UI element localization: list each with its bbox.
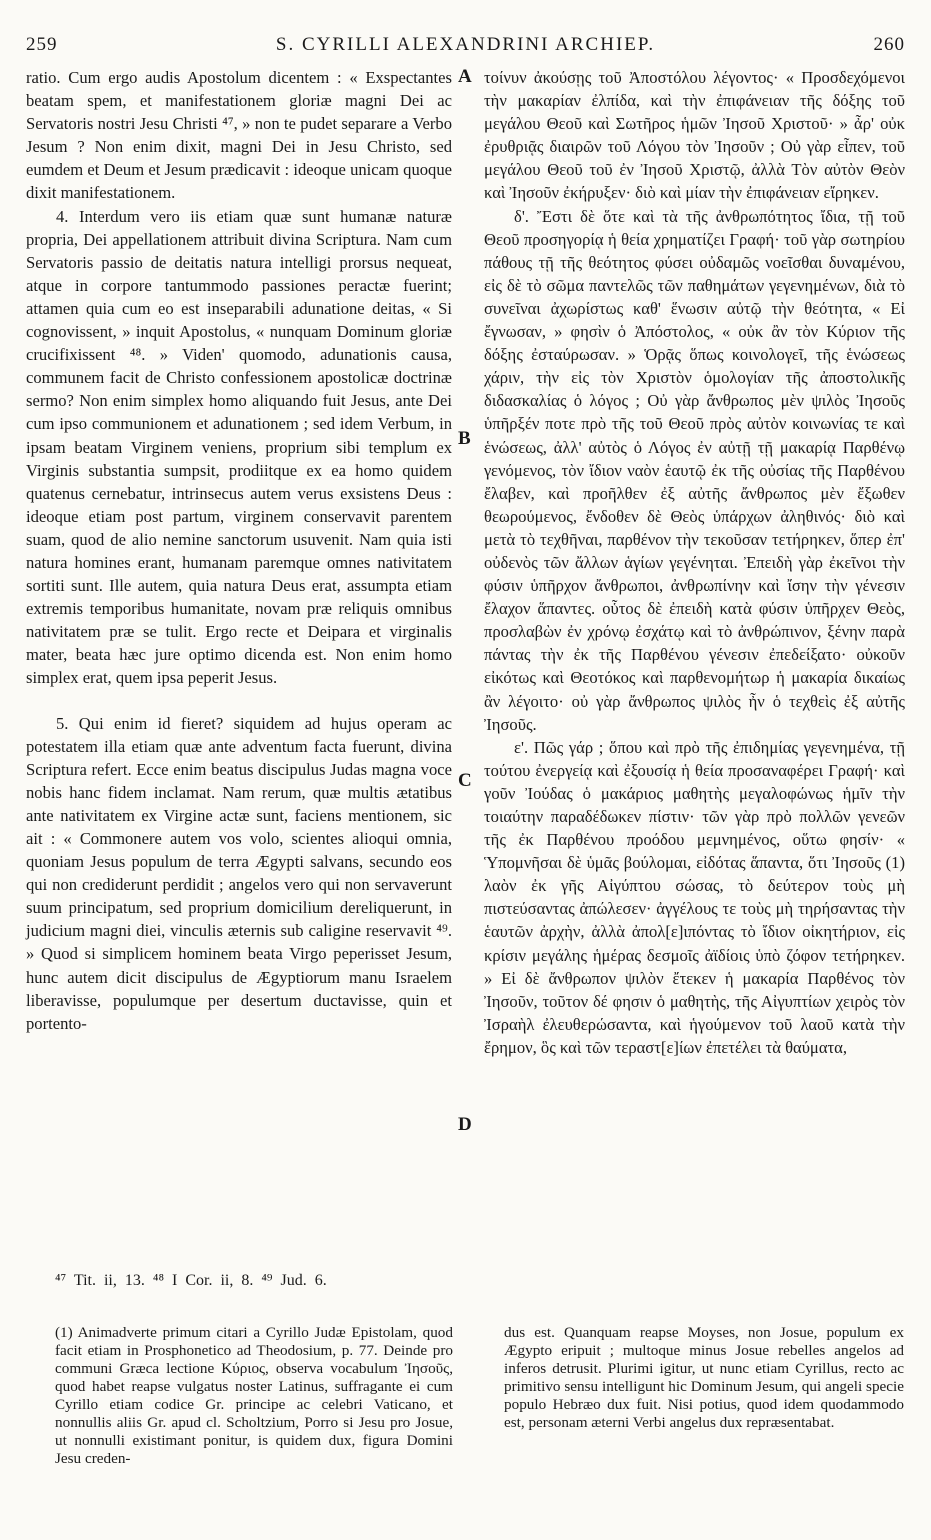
scripture-footnotes: ⁴⁷ Tit. ii, 13. ⁴⁸ I Cor. ii, 8. ⁴⁹ Jud. 6. [55,1272,327,1289]
margin-letter-c: C [458,770,472,791]
greek-column [484,66,905,1059]
latin-paragraph-1: ratio. Cum ergo audis Apostolum dicentem : « Exspectantes beatam spem, et manifestationem gloriæ magni Dei ac Servatoris nostri Jesu Christi ⁴⁷, » non te pudet separare a Verbo Jesum ? Non enim dixit, magni Dei in Jesu Christo, sed eumdem et Deum et Jesum prædicavit : ideoque unicam quoque dixit manifestationem. [26,68,452,203]
left-page-number: 259 [26,34,58,55]
greek-paragraph-3: ε'. Πῶς γάρ ; ὅπου καὶ πρὸ τῆς ἐπιδημίας γεγενημένα, τῇ τούτου ἐνεργείᾳ καὶ ἐξουσίᾳ ἡ θεία προσαναφέρει Γραφή· καὶ γοῦν Ἰούδας ὁ μακάριος μαθητὴς μεγαλοφώνως ἡμῖν τὴν τοιαύτην παραδέδωκεν πίστιν· τῶν γὰρ πρὸ πολλῶν γενεῶν τῆς ἐκ Παρθένου προόδου μεμνημένος, οὕτω φησίν· « Ὑπομνῆσαι δὲ ὑμᾶς βούλομαι, εἰδότας ἅπαντα, ὅτι Ἰησοῦς (1) λαὸν ἐκ γῆς Αἰγύπτου σώσας, τὸ δεύτερον τοὺς μὴ πιστεύσαντας ἀπώλεσεν· ἀγγέλους τε τοὺς μὴ τηρήσαντας τὴν ἑαυτῶν ἀρχὴν, ἀλλὰ ἀπολ[ε]ιπόντας τὸ ἴδιον οἰκητήριον, εἰς κρίσιν μεγάλης ἡμέρας δεσμοῖς ἀϊδίοις ὑπὸ ζόφον τετήρηκεν. » Εἰ δὲ ἄνθρωπον ψιλὸν ἔτεκεν ἡ μακαρία Παρθένος τὸν Ἰησοῦν, τοῦτον δέ φησιν ὁ μαθητὴς, τῆς Αἰγυπτίων χειρὸς τὸν Ἰσραὴλ ἐλευθερώσαντα, καὶ ἡγούμενον τοῦ λαοῦ κατὰ τὴν ἔρημον, ὃς καὶ τῶν τεραστ[ε]ίων ἐπετέλει τὰ θαύματα, [484,737,905,1057]
latin-paragraph-3: 5. Qui enim id fieret? siquidem ad hujus operam ac potestatem illa etiam quæ ante adventum facta fuerunt, divina Scriptura refert. Ecce enim beatus discipulus Judas magna voce nobis hanc fidem inclamat. Nam rerum, quæ multis ætatibus ante nativitatem ex Virgine actæ sunt, faciens mentionem, sic ait : « Commonere autem vos volo, scientes alioqui omnia, quoniam Jesus populum de terra Ægypti salvans, secundo eos qui non crediderunt perdidit ; angelos vero qui non servaverunt suum principatum, sed proprium domicilium dereliquerunt, in judicium magni diei, vinculis æternis sub caligine reservavit ⁴⁹. » Quod si simplicem hominem beata Virgo peperisset Jesum, hunc autem dicit discipulus de Ægyptiorum manu Israelem liberavisse, populumque per desertum ductavisse, quin et portento- [26,713,452,1033]
latin-column [26,66,452,1035]
margin-letter-a: A [458,66,472,87]
editor-note-right: dus est. Quanquam reapse Moyses, non Josue, populum ex Ægypto eripuit ; multoque minus Josue rebelles angelos ad inferos detrusit. Plurimi igitur, ut nunc etiam Cyrillus, recto ac primitivo sensu intelligunt hic Dominum Jesum, qui angeli specie populo Hebræo dux fuit. Nisi potius, quod idem quodammodo est, personam æterni Verbi angelus dux repræsentabat. [504,1324,904,1431]
running-header [26,34,905,58]
latin-paragraph-2: 4. Interdum vero iis etiam quæ sunt humanæ naturæ propria, Dei appellationem attribuit divina Scriptura. Nam cum Servatoris passio de deitatis natura intelligi prorsus nequeat, atque in corpore tantummodo passiones peractæ fuerint; attamen quia cum eo est inseparabili adunatione deitas, « Si cognovissent, » inquit Apostolus, « nunquam Dominum gloriæ crucifixissent ⁴⁸. » Viden' quomodo, adunationis causa, communem facit de Christo confessionem apostolicæ doctrinæ sermo? Non enim simplex homo aliquando fuit Jesus, ante Dei cum ipso communionem et adunationem ; sed idem Verbum, in ipsam beatam Virginem veniens, proprium sibi templum ex Virginis substantia sumpsit, prodiitque ex ea homo quidem quatenus cernebatur, intrinsecus autem verus exsistens Deus : ideoque etiam post partum, virginem conservavit parentem suam, quod de alio nemine sanctorum usuvenit. Nam quia isti natura homines erant, humanam paremque omnes nativitatem sortiti sunt. Ille autem, quia natura Deus erat, assumpta etiam extremis temporibus humanitate, novam præ reliquis omnibus nativitatem præ se tulit. Ergo recte et Deipara et virginalis mater, beata hæc jure optimo dicenda est. Non enim homo simplex erat, quem ipsa peperit Jesus. [26,206,452,688]
greek-paragraph-1: τοίνυν ἀκούσῃς τοῦ Ἀποστόλου λέγοντος· « Προσδεχόμενοι τὴν μακαρίαν ἐλπίδα, καὶ τὴν ἐπιφάνειαν τῆς δόξης τοῦ μεγάλου Θεοῦ καὶ Σωτῆρος ἡμῶν Ἰησοῦ Χριστοῦ· » ἆρ' οὐκ ἐρυθριᾷς διαιρῶν τοῦ Λόγου τὸν Ἰησοῦν ; Οὐ γὰρ εἶπεν, τοῦ μεγάλου Θεοῦ τοῦ ἐν Ἰησοῦ Χριστῷ, ἀλλὰ Τὸν αὐτὸν Θεὸν καὶ Ἰησοῦν ἐκήρυξεν· διὸ καὶ μίαν τὴν ἐπιφάνειαν εἴρηκεν. [484,68,905,203]
margin-letter-d: D [458,1114,472,1135]
running-title: S. CYRILLI ALEXANDRINI ARCHIEP. [275,34,656,55]
margin-letter-b: B [458,428,471,449]
greek-paragraph-2: δ'. Ἔστι δὲ ὅτε καὶ τὰ τῆς ἀνθρωπότητος ἴδια, τῇ τοῦ Θεοῦ προσηγορίᾳ ἡ θεία χρηματίζει Γραφή· τοῦ γὰρ σωτηρίου πάθους τῇ τῆς θεότητος φύσει οὐδαμῶς νοεῖσθαι δυναμένου, εἰς δὲ τὸ σῶμα παντελῶς τῶν παθημάτων γεγενημένων, διὰ τὸ συνεῖναι ἀχωρίστως καθ' ἕνωσιν αὐτῷ τὴν θεότητα, « Εἰ ἔγνωσαν, » φησὶν ὁ Ἀπόστολος, « οὐκ ἂν τὸν Κύριον τῆς δόξης ἐσταύρωσαν. » Ὁρᾷς ὅπως κοινολογεῖ, τῆς ἑνώσεως χάριν, τὴν εἰς τὸν Χριστὸν ὁμολογίαν τῆς ἀποστολικῆς διδασκαλίας ὁ λόγος ; Οὐ γὰρ ἄνθρωπος μὲν ψιλὸς Ἰησοῦς ὑπῆρξέν ποτε πρὸ τῆς τοῦ Θεοῦ πρὸς αὐτὸν κοινωνίας τε καὶ ἑνώσεως, ἀλλ' αὐτὸς ὁ Λόγος ἐν αὐτῇ τῇ μακαρίᾳ Παρθένῳ γενόμενος, τὸν ἴδιον ναὸν ἑαυτῷ ἐκ τῆς οὐσίας τῆς Παρθένου ἔλαβεν, καὶ προῆλθεν ἐξ αὐτῆς ἄνθρωπος μὲν ἔξωθεν θεωρούμενος, ἔνδοθεν δὲ Θεὸς ὑπάρχων ἀληθινός· διὸ καὶ μετὰ τὸ τεχθῆναι, παρθένον τὴν τεκοῦσαν τετήρηκεν, ὅπερ ἐπ' οὐδενὸς τῶν ἄλλων ἁγίων γεγένηται. Ἐπειδὴ γὰρ ἐκεῖνοι τὴν φύσιν ὑπῆρχον ἄνθρωποι, ἀνθρωπίνην καὶ ἴσην τὴν γένεσιν ἔλαχον ἅπαντες. οὗτος δὲ ἐπειδὴ κατὰ φύσιν ὑπῆρχεν Θεὸς, προσλαβὼν ἐν χρόνῳ ἐσχάτῳ καὶ τὸ ἀνθρώπινον, ξένην παρὰ πάντας τὴν ἐκ τῆς Παρθένου γένεσιν ἐπεδείξατο· οὐκοῦν εἰκότως καὶ Θεοτόκος καὶ παρθενομήτωρ ἡ μακαρία δικαίως ἂν λέγοιτο· οὐ γὰρ ἄνθρωπος ψιλὸς ἦν ὁ τεχθεὶς ἐξ αὐτῆς Ἰησοῦς. [484,206,905,734]
right-page-number: 260 [873,34,905,55]
editor-note-left: (1) Animadverte primum citari a Cyrillo Judæ Epistolam, quod facit etiam in Prosphonetico ad Theodosium, p. 77. Deinde pro communi Græca lectione Κύριος, observa vocabulum Ἰησοῦς, quod habet reapse vulgatus noster Latinus, suffragante ei cum Cyrillo etiam codice Gr. principe ac celebri Vaticano, et nonnullis aliis Gr. apud cl. Scholtzium, Porro si Jesu pro Josue, ut nonnulli existimant ponitur, is quidem dux, figura Domini Jesu creden- [55,1324,453,1467]
